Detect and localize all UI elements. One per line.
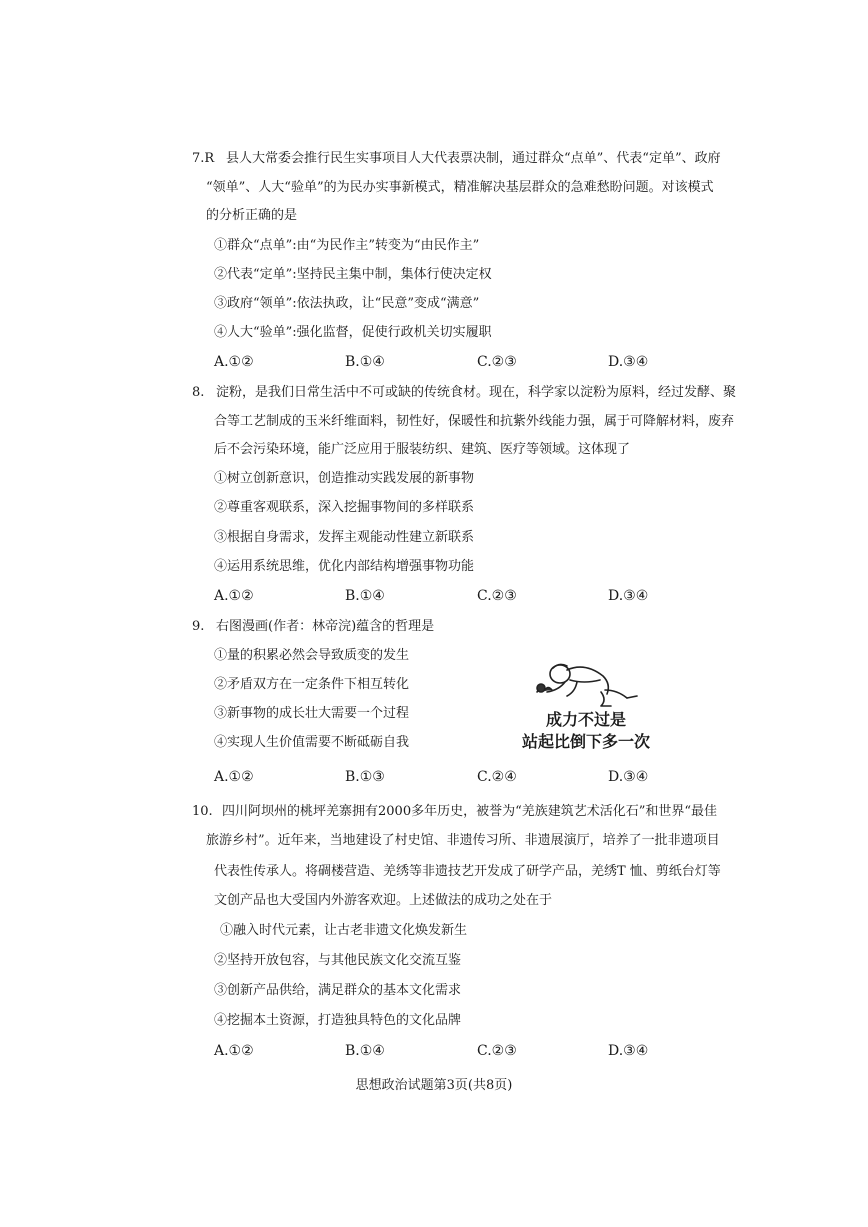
option-d: D.③④: [608, 1043, 649, 1059]
question-text-line: 代表性传承人。将碉楼营造、羌绣等非遗技艺开发成了研学产品，羌绣T 恤、剪纸台灯等: [214, 864, 721, 879]
option-b: B.①④: [345, 1043, 385, 1059]
statement-item: ②坚持开放包容，与其他民族文化交流互鉴: [214, 953, 462, 968]
question-text-line: 旅游乡村”。近年来，当地建设了村史馆、非遗传习所、非遗展演厅，培养了一批非遗项目: [206, 833, 720, 848]
option-d: D.③④: [608, 769, 649, 785]
page-footer: 思想政治试题第3页(共8页): [355, 1078, 513, 1093]
option-c: C.②④: [477, 769, 517, 785]
option-b: B.①④: [345, 588, 385, 604]
option-a: A.①②: [214, 588, 254, 604]
option-b: B.①④: [345, 354, 385, 370]
question-number: 10.: [192, 804, 213, 819]
statement-item: ③创新产品供给，满足群众的基本文化需求: [214, 983, 462, 998]
statement-item: ②矛盾双方在一定条件下相互转化: [214, 677, 410, 692]
statement-item: ①树立创新意识，创造推动实践发展的新事物: [214, 471, 475, 486]
question-number: 7.R: [192, 151, 215, 166]
statement-item: ①量的积累必然会导致质变的发生: [214, 648, 410, 663]
question-text-line: 淀粉，是我们日常生活中不可或缺的传统食材。现在，科学家以淀粉为原料，经过发酵、聚: [216, 385, 737, 400]
option-a: A.①②: [214, 354, 254, 370]
statement-item: ①群众“点单”:由“为民作主”转变为“由民作主”: [214, 238, 480, 253]
statement-item: ③新事物的成长壮大需要一个过程: [214, 706, 410, 721]
option-d: D.③④: [608, 354, 649, 370]
cartoon-caption-line-1: 成力不过是: [546, 710, 627, 729]
statement-item: ①融入时代元素，让古老非遗文化焕发新生: [220, 923, 468, 938]
option-c: C.②③: [477, 354, 517, 370]
question-text-line: 后不会污染环境，能广泛应用于服装纺织、建筑、医疗等领域。这体现了: [214, 442, 631, 457]
statement-item: ④挖掘本土资源，打造独具特色的文化品牌: [214, 1013, 462, 1028]
question-text-line: 合等工艺制成的玉米纤维面料，韧性好，保暖性和抗紫外线能力强，属于可降解材料，废弃: [214, 414, 735, 429]
cartoon-caption-line-2: 站起比倒下多一次: [522, 732, 651, 751]
statement-item: ④运用系统思维，优化内部结构增强事物功能: [214, 559, 475, 574]
option-c: C.②③: [477, 588, 517, 604]
question-number: 9.: [192, 619, 205, 634]
statement-item: ③根据自身需求，发挥主观能动性建立新联系: [214, 530, 475, 545]
statement-item: ③政府“领单”:依法执政，让“民意”变成“满意”: [214, 296, 480, 311]
option-b: B.①③: [345, 769, 385, 785]
option-c: C.②③: [477, 1043, 517, 1059]
question-text-line: “领单”、人大“验单”的为民办实事新模式，精准解决基层群众的急难愁盼问题。对该模式: [206, 180, 714, 195]
question-text-line: 的分析正确的是: [206, 208, 298, 223]
question-text-line: 文创产品也大受国内外游客欢迎。上述做法的成功之处在于: [214, 893, 553, 908]
question-text-line: 右图漫画(作者：林帝浣)蕴含的哲理是: [216, 619, 435, 634]
statement-item: ②代表“定单”:坚持民主集中制，集体行使决定权: [214, 267, 492, 282]
question-text-line: 县人大常委会推行民生实事项目人大代表票决制，通过群众“点单”、代表“定单”、政府: [226, 151, 721, 166]
statement-item: ④人大“验单”:强化监督，促使行政机关切实履职: [214, 325, 492, 340]
question-text-line: 四川阿坝州的桃坪羌寨拥有2000多年历史，被誉为“羌族建筑艺术活化石”和世界“最佳: [222, 804, 718, 819]
question-number: 8.: [192, 385, 205, 400]
statement-item: ②尊重客观联系，深入挖掘事物间的多样联系: [214, 500, 475, 515]
statement-item: ④实现人生价值需要不断砥砺自我: [214, 735, 410, 750]
option-d: D.③④: [608, 588, 649, 604]
option-a: A.①②: [214, 1043, 254, 1059]
option-a: A.①②: [214, 769, 254, 785]
